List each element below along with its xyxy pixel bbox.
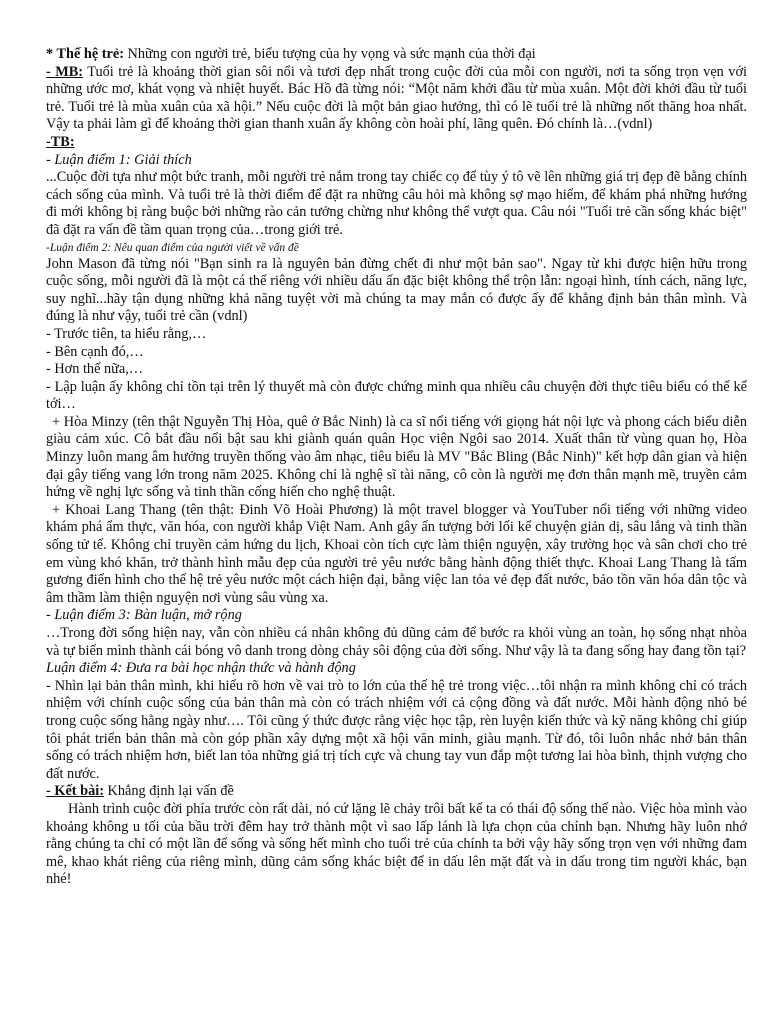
intro-label: - MB: [46,63,84,80]
topic-line [46,46,747,64]
point2-text: John Mason đã từng nói "Bạn sinh ra là nguyên bản đừng chết đi như một bản sao". Ngay từ khi được hiện hữu trong cuộc sống, mỗi người đã là một cá thể riêng với nhiều dấu ấn đặc biệt không thể trộn lẫn: ngoại hình, tính cách, năng lực, suy nghĩ...hãy tận dụng những khả năng tuyệt vời mà chúng ta may mắn có được ấy để khẳng định bản thân mình. Và đúng là như vậy, tuổi trẻ cần (vdnl) [46,255,747,325]
point4-title: Luận điểm 4: Đưa ra bài học nhận thức và hành động [46,660,356,677]
topic-text: Những con người trẻ, biểu tượng của hy vọng và sức mạnh của thời đại [123,46,536,62]
point2-item-3: - Hơn thế nữa,… [46,361,144,378]
intro-text: Tuổi trẻ là khoảng thời gian sôi nổi và tươi đẹp nhất trong cuộc đời của mỗi con người, nơi ta sống trọn vẹn với những ước mơ, khát vọng và nhiệt huyết. Bác Hồ đã từng nói: “Một năm khởi đầu từ mùa xuân. Một đời khởi đầu từ tuổi trẻ. Tuổi trẻ là mùa xuân của xã hội.” Nếu cuộc đời là một bản giao hưởng, thì có lẽ tuổi trẻ là những nốt thăng hoa nhất. Vậy ta phải làm gì để khoảng thời gian thanh xuân ấy không còn hoài phí, lãng quên. Đó chính là…(vdnl) [46,63,747,133]
point3-text: …Trong đời sống hiện nay, vẫn còn nhiều cá nhân không đủ dũng cảm để bước ra khỏi vùng an toàn, họ sống nhạt nhòa và tự biến mình thành cái bóng vô danh trong dòng chảy sôi động của đời sống. Như vậy là ta đang sống hay đang tồn tại? [46,625,747,659]
point2-item-4: - Lập luận ấy không chỉ tồn tại trên lý thuyết mà còn được chứng minh qua nhiều câu chuyện đời thực tiêu biểu có thể kể tới… [46,378,747,413]
conclusion-label: - Kết bài: [46,783,104,800]
point2-item-1: - Trước tiên, ta hiểu rằng,… [46,325,207,342]
conclusion-text: Khẳng định lại vấn đề [103,783,234,800]
point1-title: - Luận điểm 1: Giải thích [46,151,192,168]
point1-text: ...Cuộc đời tựa như một bức tranh, mỗi người trẻ nắm trong tay chiếc cọ để tùy ý tô vẽ lên những giá trị đẹp đẽ bằng chính cách sống của mình. Và tuổi trẻ là thời điểm để đặt ra những câu hỏi mà không sợ mạo hiểm, để khám phá những hướng đi mới không bị ràng buộc bởi những rào cản tưởng chừng như không thể vượt qua. Câu nói "Tuổi trẻ cần sống khác biệt" đã đặt ra vấn đề tầm quan trọng của…trong giới trẻ. [46,169,747,238]
topic-label: * Thế hệ trẻ: [46,46,124,62]
body-label: -TB: [46,133,75,150]
point2-title: -Luận điểm 2: Nêu quan điểm của người viết về vấn đề [46,241,299,254]
example-khoai-lang-thang: + Khoai Lang Thang (tên thật: Đinh Võ Hoài Phương) là một travel blogger và YouTuber nổi tiếng với những video khám phá ẩm thực, văn hóa, con người khắp Việt Nam. Anh gây ấn tượng bởi lối kể chuyện giản dị, sâu lắng và tinh thần sống tử tế. Không chỉ truyền cảm hứng du lịch, Khoai còn tích cực làm thiện nguyện, xây trường học và sân chơi cho trẻ em vùng khó khăn, trở thành hình mẫu đẹp của người trẻ yêu nước bằng hành động thiết thực. Khoai Lang Thang là tấm gương điển hình cho thế hệ trẻ yêu nước một cách hiện đại, bằng việc lan tỏa vẻ đẹp đất nước, bảo tồn văn hóa dân tộc và âm thầm làm thiện nguyện nơi vùng sâu vùng xa. [46,501,747,606]
conclusion-paragraph: Hành trình cuộc đời phía trước còn rất dài, nó cứ lặng lẽ chảy trôi bất kể ta có thái độ sống thế nào. Việc hòa mình vào khoảng không u tối của bầu trời đêm hay trở thành một vì sao lấp lánh là lựa chọn của chính bạn. Nhưng hãy luôn nhớ rằng chúng ta chỉ có một lần để sống và sống hết mình cho tuổi trẻ của chính ta bởi vậy hãy sống trọn vẹn với những đam mê, khao khát riêng của riêng mình, dũng cảm sống khác biệt để in dấu lên mặt đất và in dấu trong tim người khác, bạn nhé! [46,800,747,888]
point2-item-2: - Bên cạnh đó,… [46,343,144,360]
example-hoa-minzy: + Hòa Minzy (tên thật Nguyễn Thị Hòa, quê ở Bắc Ninh) là ca sĩ nổi tiếng với giọng hát nội lực và phong cách biểu diễn giàu cảm xúc. Cô bắt đầu nổi bật sau khi giành quán quân Học viện Ngôi sao 2014. Xuất thân từ vùng quan họ, Hòa Minzy luôn mang âm hưởng truyền thống vào âm nhạc, tiêu biểu là MV "Bắc Bling (Bắc Ninh)" kết hợp dân gian và hiện đại gây tiếng vang lớn trong năm 2025. Không chỉ là nghệ sĩ tài năng, cô còn là người mẹ đơn thân mạnh mẽ, truyền cảm hứng về nghị lực sống và tinh thần cống hiến cho nghệ thuật. [46,413,747,501]
point4-text: - Nhìn lại bản thân mình, khi hiểu rõ hơn về vai trò to lớn của thế hệ trẻ trong việc…tôi nhận ra mình không chỉ có trách nhiệm với chính cuộc sống của bản thân mà còn có trách nhiệm với cả cộng đồng và đất nước. Mỗi hành động nhỏ bé trong cuộc sống hằng ngày như…. Tôi cũng ý thức được rằng việc học tập, rèn luyện kiến thức và kỹ năng không chỉ giúp tôi phát triển bản thân mà còn góp phần xây dựng một xã hội văn minh, giàu mạnh. Từ đó, tôi luôn nhắc nhở bản thân sống có trách nhiệm hơn, biết lan tỏa những giá trị tích cực và chung tay vun đắp một tương lai hòa bình, thịnh vượng cho đất nước. [46,677,747,782]
conclusion-line [46,783,747,801]
point3-title: - Luận điểm 3: Bàn luận, mở rộng [46,607,242,624]
intro-paragraph [46,64,747,134]
